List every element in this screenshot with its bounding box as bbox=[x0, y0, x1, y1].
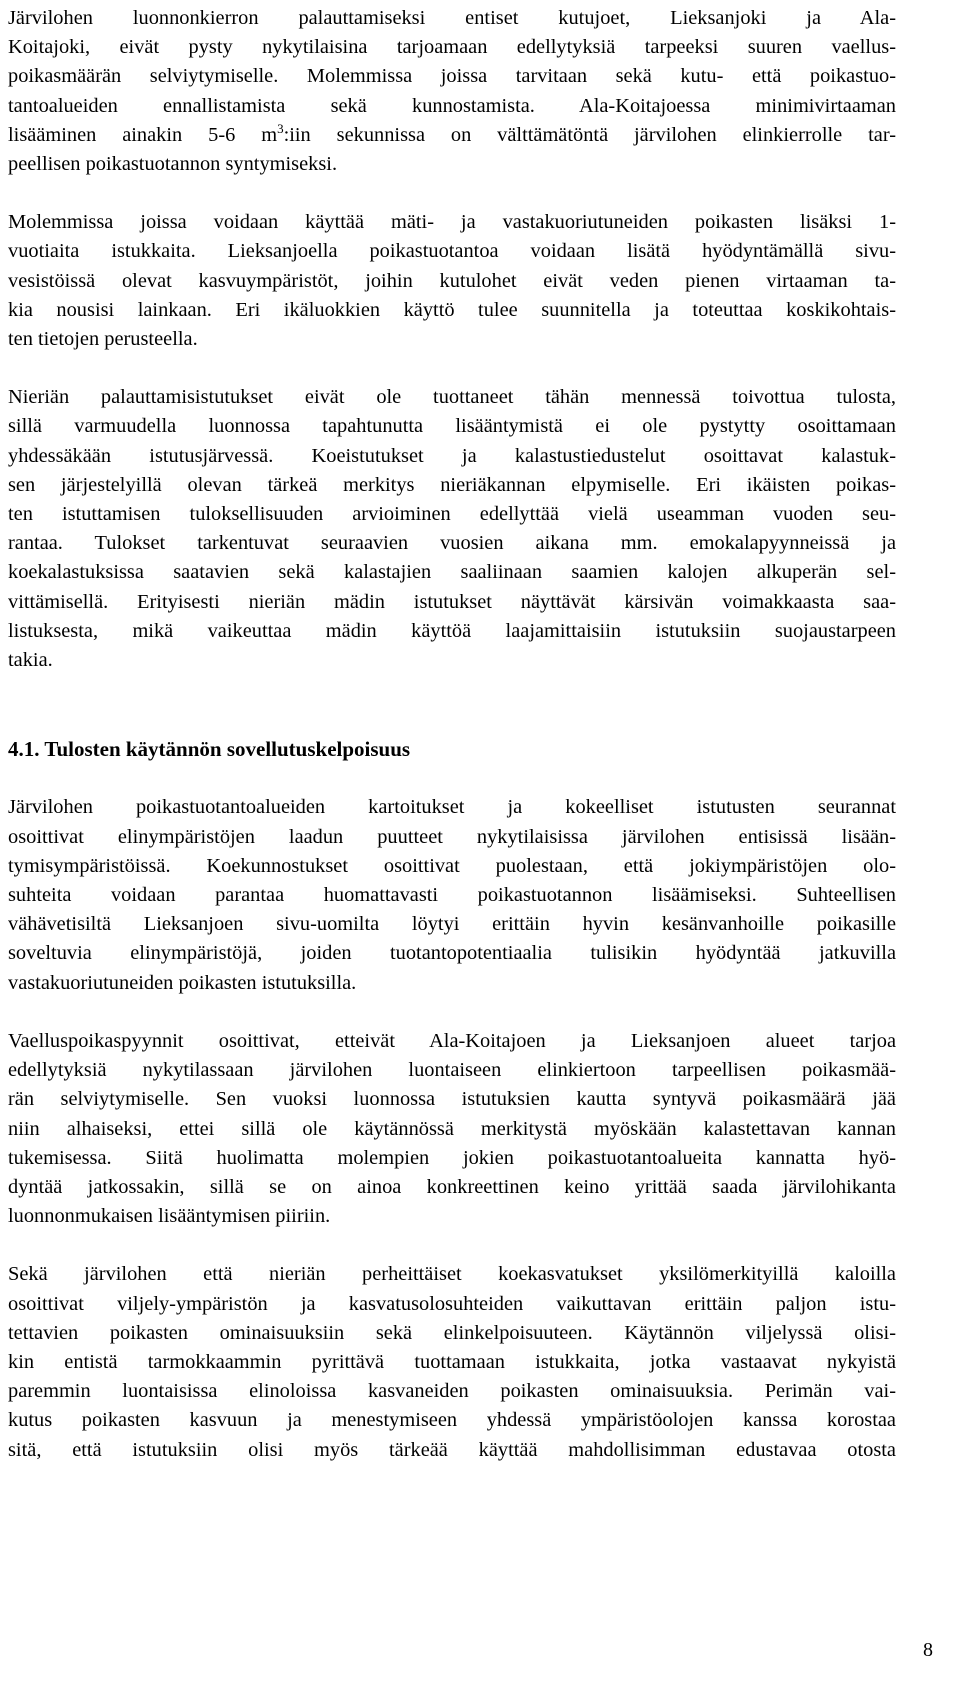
text-line: Järvilohen luonnonkierron palauttamiseksi entiset kutujoet, Lieksanjoki ja Ala- bbox=[8, 7, 896, 29]
paragraph-2 bbox=[8, 208, 896, 354]
paragraph-gap bbox=[8, 354, 896, 383]
text-line: sillä varmuudella luonnossa tapahtunutta lisääntymistä ei ole pystytty osoittamaan bbox=[8, 415, 896, 438]
text-line: rantaa. Tulokset tarkentuvat seuraavien vuosien aikana mm. emokalapyynneissä ja bbox=[8, 532, 896, 555]
paragraph-3 bbox=[8, 383, 896, 675]
text-line: vesistöissä olevat kasvuympäristöt, joihin kutulohet eivät veden pienen virtaaman ta- bbox=[8, 269, 896, 292]
text-line: luonnonmukaisen lisääntymisen piiriin. bbox=[8, 1205, 331, 1228]
paragraph-6 bbox=[8, 1260, 896, 1464]
text-line: takia. bbox=[8, 649, 53, 672]
text-line: tettavien poikasten ominaisuuksiin sekä elinkelpoisuuteen. Käytännön viljelyssä olisi- bbox=[8, 1321, 896, 1344]
text-line: tantoalueiden ennallistamista sekä kunnostamista. Ala-Koitajoessa minimivirtaaman bbox=[8, 94, 896, 117]
text-line bbox=[8, 121, 896, 150]
text-line: dyntää jatkossakin, sillä se on ainoa konkreettinen keino yrittää saada järvilohikanta bbox=[8, 1175, 896, 1198]
text-line: vittämisellä. Erityisesti nieriän mädin istutukset näyttävät kärsivän voimakkaasta saa- bbox=[8, 590, 896, 613]
paragraph-5 bbox=[8, 1027, 896, 1231]
text-line: Vaelluspoikaspyynnit osoittivat, etteivät Ala-Koitajoen ja Lieksanjoen alueet tarjoa bbox=[8, 1029, 896, 1052]
text-line: Sekä järvilohen että nieriän perheittäiset koekasvatukset yksilömerkityillä kaloilla bbox=[8, 1263, 896, 1286]
paragraph-1 bbox=[8, 4, 896, 179]
paragraph-gap bbox=[8, 998, 896, 1027]
text-line: osoittivat elinympäristöjen laadun puutteet nykytilaisissa järvilohen entisissä lisään- bbox=[8, 825, 896, 848]
paragraph-gap bbox=[8, 1231, 896, 1260]
text-line: kin entistä tarmokkaammin pyrittävä tuottamaan istukkaita, jotka vastaavat nykyistä bbox=[8, 1350, 896, 1373]
text-line: vähävetisiltä Lieksanjoen sivu-uomilta löytyi erittäin hyvin kesänvanhoille poikasille bbox=[8, 913, 896, 936]
text-line: edellytyksiä nykytilassaan järvilohen luontaiseen elinkiertoon tarpeellisen poikasmää- bbox=[8, 1059, 896, 1082]
text-line: poikasmäärän selviytymiselle. Molemmissa joissa tarvitaan sekä kutu- että poikastuo- bbox=[8, 65, 896, 88]
section-gap bbox=[8, 675, 896, 735]
text-line: Koitajoki, eivät pysty nykytilaisina tarjoamaan edellytyksiä tarpeeksi suuren vaellus- bbox=[8, 36, 896, 59]
text-line: ten istuttamisen tuloksellisuuden arvioiminen edellyttää vielä useamman vuoden seu- bbox=[8, 503, 896, 526]
text-line: osoittivat viljely-ympäristön ja kasvatusolosuhteiden vaikuttavan erittäin paljon istu- bbox=[8, 1292, 896, 1315]
text-line: yhdessäkään istutusjärvessä. Koeistutukset ja kalastustiedustelut osoittavat kalastuk- bbox=[8, 444, 896, 467]
superscript: 3 bbox=[277, 121, 284, 137]
text-line: ten tietojen perusteella. bbox=[8, 328, 198, 351]
text-line: koekalastuksissa saatavien sekä kalastajien saaliinaan saamien kalojen alkuperän sel- bbox=[8, 561, 896, 584]
text-line: soveltuvia elinympäristöjä, joiden tuotantopotentiaalia tulisikin hyödyntää jatkuvilla bbox=[8, 942, 896, 965]
text-line: niin alhaiseksi, ettei sillä ole käytännössä merkitystä myöskään kalastettavan kannan bbox=[8, 1117, 896, 1140]
text-line: vastakuoriutuneiden poikasten istutuksilla. bbox=[8, 971, 357, 994]
text-line: kutus poikasten kasvuun ja menestymiseen yhdessä ympäristöolojen kanssa korostaa bbox=[8, 1409, 896, 1432]
text-line: listuksesta, mikä vaikeuttaa mädin käyttöä laajamittaisiin istutuksiin suojaustarpeen bbox=[8, 619, 896, 642]
text-line: sen järjestelyillä olevan tärkeä merkitys nieriäkannan elpymiselle. Eri ikäisten poikas- bbox=[8, 473, 896, 496]
page-number: 8 bbox=[923, 1639, 933, 1661]
text-line: tymisympäristöissä. Koekunnostukset osoittivat puolestaan, että jokiympäristöjen olo- bbox=[8, 854, 896, 877]
paragraph-gap bbox=[8, 764, 896, 793]
paragraph-gap bbox=[8, 179, 896, 208]
text-line: peellisen poikastuotannon syntymiseksi. bbox=[8, 153, 338, 176]
text-line: rän selviytymiselle. Sen vuoksi luonnossa istutuksien kautta syntyvä poikasmäärä jää bbox=[8, 1088, 896, 1111]
text-line: paremmin luontaisissa elinoloissa kasvaneiden poikasten ominaisuuksia. Perimän vai- bbox=[8, 1380, 896, 1403]
text-line: vuotiaita istukkaita. Lieksanjoella poikastuotantoa voidaan lisätä hyödyntämällä sivu- bbox=[8, 240, 896, 263]
page-content bbox=[8, 4, 896, 1465]
paragraph-4 bbox=[8, 793, 896, 997]
text-line: suhteita voidaan parantaa huomattavasti poikastuotannon lisäämiseksi. Suhteellisen bbox=[8, 884, 896, 907]
text-line: Järvilohen poikastuotantoalueiden kartoitukset ja kokeelliset istutusten seurannat bbox=[8, 796, 896, 819]
text-line: Nieriän palauttamisistutukset eivät ole tuottaneet tähän mennessä toivottua tulosta, bbox=[8, 386, 896, 409]
text-line: sitä, että istutuksiin olisi myös tärkeää käyttää mahdollisimman edustavaa otosta bbox=[8, 1438, 896, 1461]
section-heading: 4.1. Tulosten käytännön sovellutuskelpoisuus bbox=[8, 737, 411, 762]
text-segment: lisääminen ainakin 5-6 m bbox=[8, 123, 278, 146]
text-line: tukemisessa. Siitä huolimatta molempien jokien poikastuotantoalueita kannatta hyö- bbox=[8, 1146, 896, 1169]
text-line: kia nousisi lainkaan. Eri ikäluokkien käyttö tulee suunnitella ja toteuttaa koskikohtais- bbox=[8, 298, 896, 321]
text-segment: :iin sekunnissa on välttämätöntä järvilohen elinkierrolle tar- bbox=[283, 123, 896, 146]
text-line: Molemmissa joissa voidaan käyttää mäti- ja vastakuoriutuneiden poikasten lisäksi 1- bbox=[8, 211, 896, 234]
